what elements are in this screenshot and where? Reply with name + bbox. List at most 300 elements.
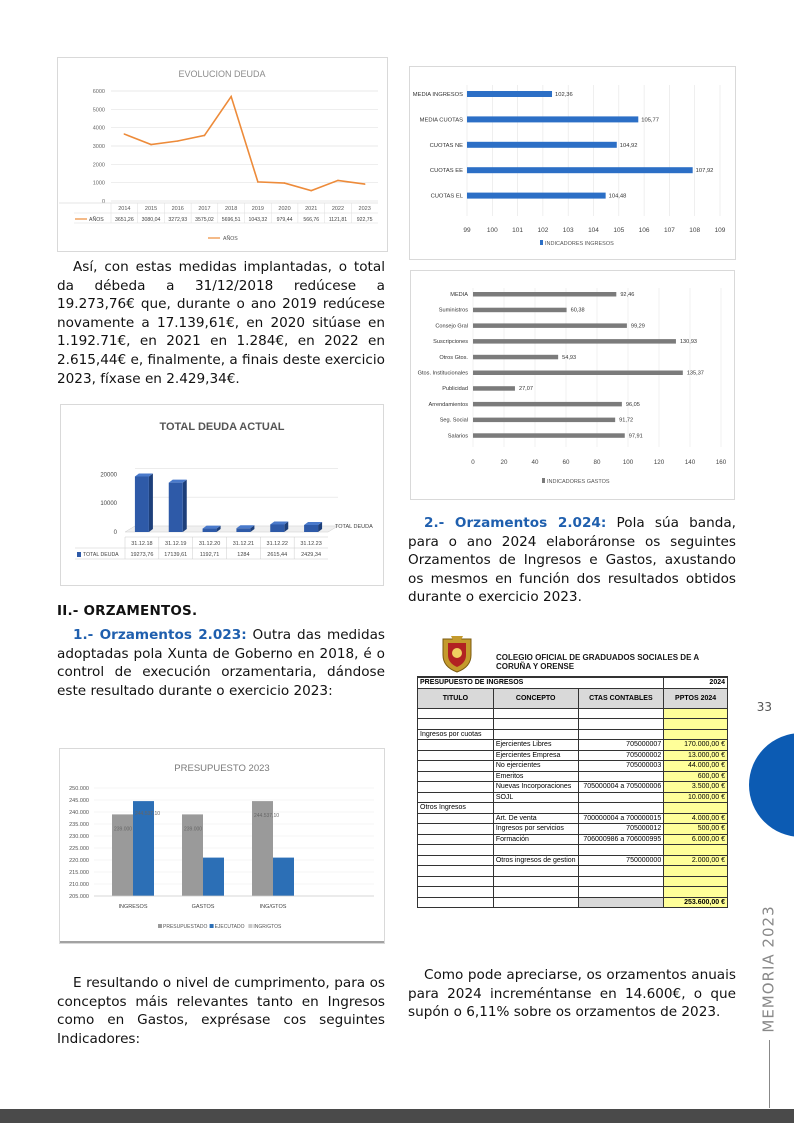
data-label: 1121,81 bbox=[328, 217, 348, 223]
bar-total-deuda bbox=[236, 528, 250, 532]
cell-titulo bbox=[418, 740, 494, 751]
x-tick-label: 108 bbox=[689, 227, 701, 234]
paragraph-orzamentos-2024 bbox=[408, 514, 736, 607]
side-label-text: MEMORIA 2023 bbox=[759, 905, 778, 1033]
cell-pptos bbox=[664, 887, 728, 898]
col-header-titulo: TITULO bbox=[418, 688, 494, 708]
cell-titulo bbox=[418, 897, 494, 908]
bar-total-deuda bbox=[203, 529, 217, 532]
cell-titulo bbox=[418, 876, 494, 887]
data-point bbox=[284, 182, 286, 184]
x-tick-label: 106 bbox=[638, 227, 650, 234]
cell-pptos bbox=[664, 729, 728, 740]
cell-pptos: 10.000,00 € bbox=[664, 792, 728, 803]
data-label: 19273,76 bbox=[130, 552, 154, 558]
y-tick-label: MEDIA INGRESOS bbox=[412, 92, 463, 98]
cell-pptos bbox=[664, 708, 728, 719]
y-tick-label: Suscripciones bbox=[433, 339, 468, 346]
legend-label: AÑOS bbox=[223, 236, 238, 242]
cell-titulo bbox=[418, 719, 494, 730]
crest-icon bbox=[439, 633, 475, 673]
y-tick-label: CUOTAS NE bbox=[429, 142, 463, 149]
cell-titulo bbox=[418, 750, 494, 761]
legend-key bbox=[210, 924, 214, 928]
x-tick-label: 0 bbox=[471, 459, 475, 466]
evolucion-deuda-svg bbox=[58, 58, 387, 251]
cell-ctas bbox=[578, 803, 664, 814]
y-tick-label: 220.000 bbox=[69, 858, 89, 864]
x-tick-label: 2019 bbox=[251, 206, 264, 212]
y-tick-label: Consejo Gral bbox=[435, 323, 468, 330]
total-deuda-chart bbox=[60, 404, 384, 586]
cell-ctas bbox=[578, 866, 664, 877]
cell-titulo bbox=[418, 855, 494, 866]
chart-title: EVOLUCION DEUDA bbox=[178, 69, 266, 79]
x-tick-label: 105 bbox=[613, 227, 625, 234]
cell-concepto bbox=[493, 887, 578, 898]
table-row bbox=[418, 834, 728, 845]
cell-ctas bbox=[578, 729, 664, 740]
legend-key bbox=[77, 552, 81, 557]
bar-side bbox=[149, 473, 153, 532]
cell-titulo bbox=[418, 708, 494, 719]
table-row bbox=[418, 813, 728, 824]
table-row bbox=[418, 719, 728, 730]
budget-table bbox=[417, 677, 728, 908]
series-line-anos bbox=[124, 97, 364, 191]
cell-ctas: 705000007 bbox=[578, 740, 664, 751]
y-tick-label: MEDIA bbox=[450, 292, 468, 298]
cell-concepto bbox=[493, 866, 578, 877]
table-row bbox=[418, 761, 728, 772]
x-tick-label: 40 bbox=[531, 459, 539, 466]
y-tick-label: Arrendamientos bbox=[428, 401, 468, 408]
y-tick-label: Salarios bbox=[447, 433, 468, 440]
data-label: 105,77 bbox=[641, 117, 660, 124]
table-series-label: TOTAL DEUDA bbox=[83, 552, 119, 558]
x-tick-label: 101 bbox=[512, 227, 524, 234]
footer-bar bbox=[0, 1109, 794, 1123]
data-label: 130,93 bbox=[679, 339, 698, 346]
table-row bbox=[418, 824, 728, 835]
budget-table-container bbox=[417, 629, 728, 936]
x-tick-label: 120 bbox=[653, 459, 665, 466]
data-label: 3575,02 bbox=[195, 217, 214, 223]
cell-concepto: Otros ingresos de gestion bbox=[493, 855, 578, 866]
x-tick-label: 104 bbox=[588, 227, 599, 234]
x-tick-label: 107 bbox=[663, 227, 675, 234]
y-tick-label: Publicidad bbox=[442, 386, 468, 393]
indicadores-ingresos-svg bbox=[410, 67, 735, 259]
y-tick-label: 3000 bbox=[92, 144, 105, 150]
legend-label: INDICADORES GASTOS bbox=[547, 479, 610, 485]
cell-ctas: 750000000 bbox=[578, 855, 664, 866]
cell-ctas bbox=[578, 897, 664, 908]
data-label: 2615,44 bbox=[267, 552, 288, 558]
cell-concepto: Art. De venta bbox=[493, 813, 578, 824]
legend-label: PRESUPUESTADO bbox=[163, 924, 208, 930]
cell-pptos: 170.000,00 € bbox=[664, 740, 728, 751]
col-header-pptos: PPTOS 2024 bbox=[664, 688, 728, 708]
paragraph-deuda-summary bbox=[57, 258, 385, 388]
table-series-label: AÑOS bbox=[89, 217, 104, 223]
cell-pptos: 4.000,00 € bbox=[664, 813, 728, 824]
y-tick-label: 6000 bbox=[92, 89, 105, 95]
table-title: PRESUPUESTO DE INGRESOS bbox=[418, 678, 664, 689]
cell-concepto bbox=[493, 803, 578, 814]
cell-ctas: 705000004 a 705000006 bbox=[578, 782, 664, 793]
cell-concepto: Ingresos por servicios bbox=[493, 824, 578, 835]
cell-ctas bbox=[578, 845, 664, 856]
data-point bbox=[337, 180, 339, 182]
table-row bbox=[418, 771, 728, 782]
x-tick-label: 2021 bbox=[305, 206, 318, 212]
y-tick-label: 0 bbox=[101, 199, 105, 205]
bar-total-deuda bbox=[270, 524, 284, 532]
data-label: 27,07 bbox=[518, 386, 533, 393]
bar-indicador-gastos bbox=[473, 292, 616, 297]
cell-pptos: 3.500,00 € bbox=[664, 782, 728, 793]
cell-titulo: Ingresos por cuotas bbox=[418, 729, 494, 740]
bar-indicador-gastos bbox=[473, 339, 676, 344]
cell-concepto: Ejercientes Libres bbox=[493, 740, 578, 751]
cell-titulo bbox=[418, 845, 494, 856]
col-header-concepto: CONCEPTO bbox=[493, 688, 578, 708]
cell-titulo bbox=[418, 792, 494, 803]
cell-titulo bbox=[418, 824, 494, 835]
data-label: 91,72 bbox=[619, 417, 634, 424]
x-tick-label: 2018 bbox=[225, 206, 238, 212]
legend-key bbox=[542, 478, 545, 483]
y-tick-label: 215.000 bbox=[69, 870, 89, 876]
paragraph-text: Como pode apreciarse, os orzamentos anuais para 2024 increméntanse en 14.600€, o que supón o 6,11% sobre os orzamentos de 2023. bbox=[408, 967, 736, 1021]
cell-concepto bbox=[493, 719, 578, 730]
cell-pptos: 44.000,00 € bbox=[664, 761, 728, 772]
table-row bbox=[418, 876, 728, 887]
evolucion-deuda-chart bbox=[57, 57, 388, 252]
y-tick-label: 245.000 bbox=[69, 798, 89, 804]
total-deuda-svg bbox=[61, 405, 383, 585]
table-row bbox=[418, 782, 728, 793]
table-row bbox=[418, 740, 728, 751]
data-label: 17139,61 bbox=[164, 552, 188, 558]
indicadores-gastos-chart bbox=[410, 270, 735, 500]
data-label: 239.000 bbox=[114, 826, 133, 833]
cell-ctas: 705000012 bbox=[578, 824, 664, 835]
data-label: 60,38 bbox=[570, 307, 585, 314]
data-label: 244.537,10 bbox=[254, 813, 280, 820]
data-label: 239.000 bbox=[184, 826, 203, 833]
cell-pptos: 2.000,00 € bbox=[664, 855, 728, 866]
x-tick-label: 20 bbox=[500, 459, 508, 466]
x-tick-label: 103 bbox=[562, 227, 574, 234]
bar-indicador-ingresos bbox=[467, 167, 693, 173]
table-title-row bbox=[418, 678, 728, 689]
table-row bbox=[418, 855, 728, 866]
side-label bbox=[760, 905, 776, 1035]
y-tick-label: Seg. Social bbox=[439, 417, 468, 424]
data-label: 1284 bbox=[237, 552, 250, 558]
cell-concepto: Ejercientes Empresa bbox=[493, 750, 578, 761]
y-tick-label: 5000 bbox=[92, 107, 105, 114]
x-tick-label: 100 bbox=[486, 227, 498, 234]
data-label: 92,46 bbox=[620, 292, 635, 298]
presupuesto-2023-svg bbox=[60, 749, 384, 943]
y-tick-label: Otros Gtos. bbox=[439, 354, 468, 361]
data-label: 96,05 bbox=[625, 401, 640, 408]
table-row bbox=[418, 866, 728, 877]
cell-concepto: Formación bbox=[493, 834, 578, 845]
cell-ctas bbox=[578, 719, 664, 730]
bar-indicador-gastos bbox=[473, 355, 558, 360]
bar-indicador-gastos bbox=[473, 371, 683, 376]
cell-ctas bbox=[578, 887, 664, 898]
chart-title: TOTAL DEUDA ACTUAL bbox=[159, 421, 285, 433]
cell-titulo: Otros Ingresos bbox=[418, 803, 494, 814]
cell-ctas: 705000003 bbox=[578, 761, 664, 772]
col-header-ctas: CTAS CONTABLES bbox=[578, 688, 664, 708]
cell-pptos: 13.000,00 € bbox=[664, 750, 728, 761]
side-divider bbox=[769, 1040, 770, 1108]
data-label: 5696,51 bbox=[221, 217, 241, 223]
bar-ejecutado bbox=[203, 858, 224, 896]
paragraph-text: E resultando o nivel de cumprimento, para os conceptos máis relevantes tanto en Ingresos como en Gastos, exprésase cos seguintes Indicadores: bbox=[57, 975, 385, 1047]
x-tick-label: 60 bbox=[562, 459, 570, 466]
y-tick-label: 0 bbox=[113, 530, 117, 536]
page-number: 33 bbox=[756, 700, 772, 714]
cell-ctas: 706000986 a 706000995 bbox=[578, 834, 664, 845]
legend-label: INDICADORES INGRESOS bbox=[545, 241, 614, 247]
x-tick-label: GASTOS bbox=[191, 904, 215, 910]
cell-concepto bbox=[493, 845, 578, 856]
data-point bbox=[364, 183, 366, 185]
subheading-orzamentos-2024: 2.- Orzamentos 2.024: bbox=[424, 515, 607, 531]
data-label: 99,29 bbox=[630, 323, 645, 330]
data-point bbox=[310, 190, 312, 192]
cell-pptos bbox=[664, 845, 728, 856]
cell-concepto: No ejercientes bbox=[493, 761, 578, 772]
x-tick-label: 2016 bbox=[171, 206, 184, 212]
cell-ctas bbox=[578, 708, 664, 719]
y-tick-label: 10000 bbox=[100, 501, 117, 508]
bar-total-deuda bbox=[304, 525, 318, 532]
cell-concepto: Nuevas Incorporaciones bbox=[493, 782, 578, 793]
x-tick-label: 2015 bbox=[144, 206, 158, 212]
data-label: 3080,04 bbox=[141, 217, 161, 223]
paragraph-incremento bbox=[408, 966, 736, 1022]
x-tick-label: 31.12.19 bbox=[165, 541, 187, 547]
data-point bbox=[204, 135, 206, 137]
y-tick-label: 230.000 bbox=[69, 834, 89, 840]
cell-ctas bbox=[578, 771, 664, 782]
bar-total-deuda bbox=[169, 483, 183, 532]
data-label: 244.537,10 bbox=[135, 811, 161, 818]
data-label: 566,76 bbox=[303, 217, 320, 223]
cell-pptos bbox=[664, 803, 728, 814]
data-label: 1192,71 bbox=[199, 552, 220, 558]
indicadores-ingresos-chart bbox=[409, 66, 736, 260]
paragraph-text: Outra das medidas adoptadas pola Xunta de Goberno en 2018, é o control de execución orzamentaria, dándose este resultado durante o exercicio 2023: bbox=[57, 627, 386, 699]
cell-pptos: 253.600,00 € bbox=[664, 897, 728, 908]
y-tick-label: 235.000 bbox=[69, 822, 89, 828]
data-label: 104,48 bbox=[608, 193, 627, 200]
x-tick-label: 100 bbox=[622, 459, 634, 466]
cell-ctas: 700000004 a 700000015 bbox=[578, 813, 664, 824]
data-label: 3272,93 bbox=[168, 217, 188, 223]
data-label: 922,75 bbox=[356, 217, 373, 223]
x-tick-label: 109 bbox=[714, 227, 726, 234]
table-row bbox=[418, 845, 728, 856]
paragraph-cumprimento bbox=[57, 974, 385, 1048]
bar-indicador-ingresos bbox=[467, 193, 606, 199]
cell-ctas: 705000002 bbox=[578, 750, 664, 761]
data-label: 97,91 bbox=[628, 433, 643, 440]
cell-concepto bbox=[493, 708, 578, 719]
cell-concepto bbox=[493, 897, 578, 908]
cell-ctas bbox=[578, 792, 664, 803]
legend-key bbox=[540, 240, 543, 245]
y-tick-label: MEDIA CUOTAS bbox=[419, 117, 463, 124]
cell-pptos: 600,00 € bbox=[664, 771, 728, 782]
bar-indicador-gastos bbox=[473, 323, 627, 328]
x-tick-label: INGRESOS bbox=[118, 904, 148, 910]
x-tick-label: 2023 bbox=[358, 206, 371, 212]
y-tick-label: 210.000 bbox=[69, 882, 89, 888]
data-label: 1043,32 bbox=[248, 217, 268, 223]
x-tick-label: 2020 bbox=[278, 206, 291, 212]
x-tick-label: 31.12.18 bbox=[131, 541, 153, 547]
legend-key bbox=[158, 924, 162, 928]
org-name: COLEGIO OFICIAL DE GRADUADOS SOCIALES DE A CORUÑA Y ORENSE bbox=[496, 653, 699, 671]
data-label: 102,36 bbox=[555, 92, 573, 98]
y-tick-label: CUOTAS EE bbox=[429, 168, 463, 175]
table-row bbox=[418, 729, 728, 740]
y-tick-label: 250.000 bbox=[69, 786, 89, 792]
series-label: TOTAL DEUDA bbox=[335, 524, 373, 530]
y-tick-label: CUOTAS EL bbox=[430, 193, 463, 200]
cell-titulo bbox=[418, 782, 494, 793]
cell-pptos bbox=[664, 866, 728, 877]
cell-titulo bbox=[418, 813, 494, 824]
x-tick-label: 2017 bbox=[198, 206, 211, 212]
cell-ctas bbox=[578, 876, 664, 887]
x-tick-label: 31.12.22 bbox=[266, 541, 288, 547]
data-label: 979,44 bbox=[276, 217, 293, 223]
data-label: 54,93 bbox=[562, 354, 577, 361]
table-row bbox=[418, 803, 728, 814]
table-row bbox=[418, 750, 728, 761]
cell-concepto bbox=[493, 876, 578, 887]
presupuesto-2023-chart bbox=[59, 748, 385, 944]
cell-concepto: SOJL bbox=[493, 792, 578, 803]
cell-titulo bbox=[418, 866, 494, 877]
legend-label: EJECUTADO bbox=[214, 924, 245, 930]
y-tick-label: 205.000 bbox=[69, 894, 89, 900]
cell-titulo bbox=[418, 887, 494, 898]
x-tick-label: 160 bbox=[715, 459, 727, 466]
data-point bbox=[177, 140, 179, 142]
cell-pptos bbox=[664, 719, 728, 730]
data-point bbox=[124, 133, 126, 135]
x-tick-label: 31.12.23 bbox=[300, 541, 322, 547]
y-tick-label: 20000 bbox=[100, 472, 117, 479]
y-tick-label: Suministros bbox=[438, 307, 468, 314]
bar-indicador-ingresos bbox=[467, 142, 617, 148]
data-point bbox=[150, 144, 152, 146]
x-tick-label: 31.12.21 bbox=[232, 541, 255, 547]
chart-title: PRESUPUESTO 2023 bbox=[174, 763, 270, 774]
paragraph-orzamentos-2023 bbox=[57, 626, 385, 700]
y-tick-label: 2000 bbox=[92, 162, 105, 169]
table-header-row bbox=[418, 688, 728, 708]
bar-side bbox=[183, 480, 187, 532]
table-row bbox=[418, 792, 728, 803]
table-row bbox=[418, 887, 728, 898]
indicadores-gastos-svg bbox=[411, 271, 734, 499]
y-tick-label: 240.000 bbox=[69, 810, 89, 816]
bar-ejecutado bbox=[273, 858, 294, 896]
table-year: 2024 bbox=[664, 678, 728, 689]
cell-titulo bbox=[418, 761, 494, 772]
bar-total-deuda bbox=[135, 476, 149, 532]
data-label: 2429,34 bbox=[301, 552, 322, 558]
y-tick-label: Gtos. Institucionales bbox=[417, 370, 468, 377]
legend-label: INGR/GTOS bbox=[253, 924, 282, 930]
data-label: 3651,26 bbox=[114, 217, 134, 223]
data-label: 135,37 bbox=[686, 370, 704, 377]
bar-indicador-gastos bbox=[473, 433, 625, 438]
table-row bbox=[418, 708, 728, 719]
bar-indicador-gastos bbox=[473, 308, 567, 313]
cell-pptos: 500,00 € bbox=[664, 824, 728, 835]
data-point bbox=[257, 181, 259, 183]
decorative-circle bbox=[749, 733, 794, 837]
cell-concepto: Emeritos bbox=[493, 771, 578, 782]
data-point bbox=[230, 96, 232, 98]
cell-concepto bbox=[493, 729, 578, 740]
x-tick-label: ING/GTOS bbox=[259, 904, 287, 910]
cell-pptos: 6.000,00 € bbox=[664, 834, 728, 845]
subheading-orzamentos-2023: 1.- Orzamentos 2.023: bbox=[73, 627, 247, 643]
table-row bbox=[418, 897, 728, 908]
cell-titulo bbox=[418, 834, 494, 845]
x-tick-label: 31.12.20 bbox=[198, 541, 221, 547]
legend-key bbox=[248, 924, 252, 928]
paragraph-text: Pola súa banda, para o ano 2024 elaboráronse os seguintes Orzamentos de Ingresos e Gastos, axustando os mesmos en función dos resultados obtidos durante o exercicio 2023. bbox=[408, 515, 737, 606]
x-tick-label: 2022 bbox=[331, 206, 345, 212]
x-tick-label: 102 bbox=[537, 227, 549, 234]
bar-indicador-ingresos bbox=[467, 91, 552, 97]
y-tick-label: 4000 bbox=[92, 125, 105, 132]
x-tick-label: 2014 bbox=[118, 206, 131, 212]
x-tick-label: 80 bbox=[593, 459, 601, 466]
data-label: 104,92 bbox=[619, 142, 638, 149]
bar-indicador-gastos bbox=[473, 418, 615, 423]
section-heading-orzamentos: II.- ORZAMENTOS. bbox=[57, 603, 198, 619]
bar-indicador-gastos bbox=[473, 402, 622, 407]
x-tick-label: 140 bbox=[684, 459, 696, 466]
data-label: 107,92 bbox=[695, 168, 714, 175]
bar-indicador-gastos bbox=[473, 386, 515, 391]
paragraph-text: Así, con estas medidas implantadas, o total da débeda a 31/12/2018 redúcese a 19.273,76€ que, durante o ano 2019 redúcese novamente a 17.139,61€, en 2020 sitúase en 1.192.71€, en 2021 en 1.284€, en 2022 en 2.615,44€ e, finalmente, a finais deste exercicio 2023, fíxase en 2.429,34€. bbox=[57, 259, 386, 387]
x-tick-label: 99 bbox=[463, 227, 471, 234]
cell-pptos bbox=[664, 876, 728, 887]
bar-indicador-ingresos bbox=[467, 116, 638, 122]
cell-titulo bbox=[418, 771, 494, 782]
y-tick-label: 1000 bbox=[92, 180, 105, 187]
crest-logo bbox=[439, 633, 475, 673]
y-tick-label: 225.000 bbox=[69, 846, 89, 852]
